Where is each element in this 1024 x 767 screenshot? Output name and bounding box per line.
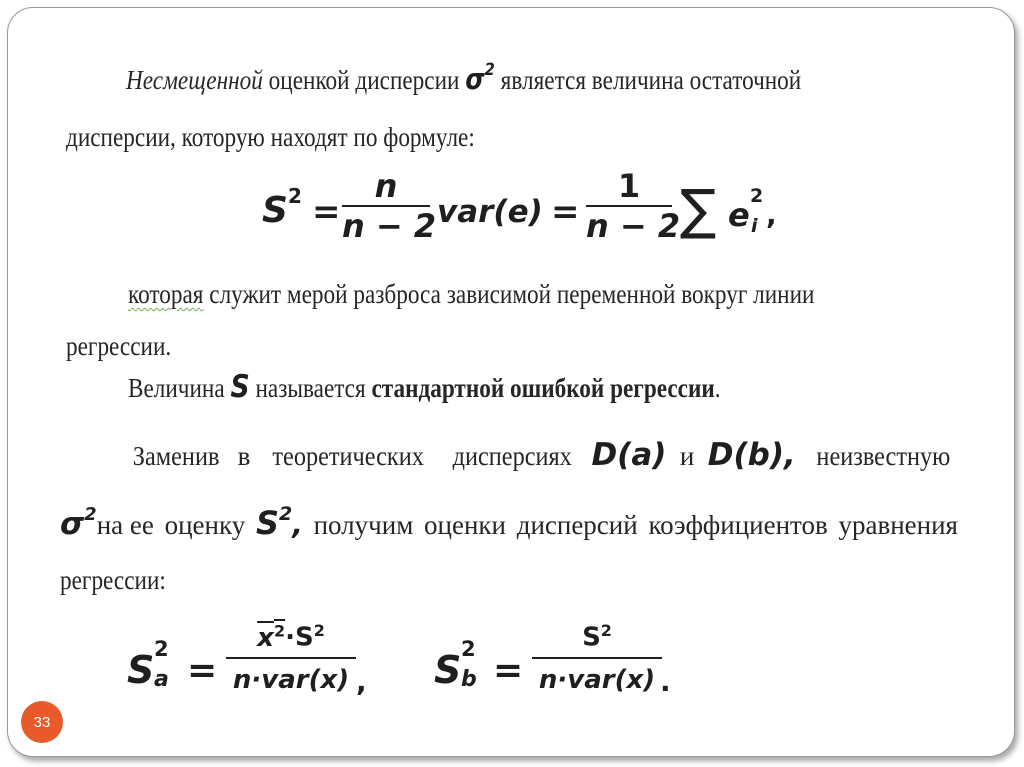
Sb-frac xyxy=(532,621,662,695)
formula1-lhs xyxy=(262,184,302,231)
sigma-symbol: σ xyxy=(465,62,485,96)
formula1-frac1 xyxy=(342,167,437,245)
sigma-exponent: 2 xyxy=(84,504,97,525)
word: получим xyxy=(313,510,414,540)
Sa-exp: 2 xyxy=(154,637,169,661)
frac1-denominator: n − 2 xyxy=(342,207,437,245)
Sa-numerator xyxy=(226,621,356,653)
Sa-bar xyxy=(226,657,356,659)
text-line-5 xyxy=(128,371,721,404)
dot: · xyxy=(285,622,295,653)
S-symbol: S xyxy=(230,369,250,405)
text-fragment: . xyxy=(714,373,721,403)
D-of-b: D(b), xyxy=(707,437,796,473)
sum-symbol: ∑ xyxy=(680,178,717,241)
word: дисперсиях xyxy=(452,441,572,471)
Sa-eq: = xyxy=(187,650,218,691)
text-line-7 xyxy=(60,504,958,542)
formula1-comma: , xyxy=(766,198,777,231)
sigma-exponent: 2 xyxy=(484,60,495,80)
formula1-eq2: = xyxy=(551,192,580,232)
text-line-2: дисперсии, которую находят по формуле: xyxy=(66,122,475,152)
Sb-denominator: n·var(x) xyxy=(538,664,656,695)
frac1-numerator: n xyxy=(374,167,398,205)
S-squared xyxy=(256,504,303,542)
Sa-lhs: S xyxy=(127,648,155,692)
page-number-badge xyxy=(21,701,63,743)
Sa-denominator: n·var(x) xyxy=(232,664,350,695)
text-line-6 xyxy=(128,437,958,473)
formula1-eq1: = xyxy=(312,192,341,232)
Sb-sub: b xyxy=(461,667,477,692)
sum-term-sub: i xyxy=(751,215,758,237)
word: коэффициентов xyxy=(648,510,828,540)
word: неизвестную xyxy=(816,441,951,471)
word: уравнения xyxy=(838,510,958,540)
S-exp: 2 xyxy=(600,621,612,640)
text-line-4: регрессии. xyxy=(66,331,172,361)
Sb-exp: 2 xyxy=(461,637,476,661)
italic-term: Несмещенной xyxy=(126,65,263,95)
frac2-denominator: n − 2 xyxy=(586,207,681,245)
text-fragment: Величина xyxy=(128,373,231,403)
word: и xyxy=(679,441,695,471)
sigma-squared xyxy=(60,506,154,542)
Sb-dot: . xyxy=(660,665,671,698)
Sa-comma: , xyxy=(356,665,367,698)
D-of-a: D(a) xyxy=(591,437,667,473)
lhs-S: S xyxy=(262,190,288,231)
formula1-frac2 xyxy=(586,167,681,245)
Sb-bar xyxy=(532,657,662,659)
Sa-frac xyxy=(226,621,356,695)
S-exp: 2 xyxy=(313,621,325,640)
text-fragment: называется xyxy=(249,373,372,403)
Sb-eq: = xyxy=(493,650,524,691)
text-line-1 xyxy=(126,58,801,96)
Sb-numerator xyxy=(532,621,662,653)
page-number: 33 xyxy=(33,713,51,731)
word: Заменив xyxy=(132,441,220,471)
word: на ее xyxy=(96,510,154,540)
word: дисперсий xyxy=(516,510,638,540)
S-exponent: 2 xyxy=(278,503,293,525)
word: теоретических xyxy=(272,441,424,471)
Sb-lhs: S xyxy=(434,648,462,692)
text-line-3 xyxy=(128,278,814,310)
Sa-sub: a xyxy=(154,667,169,692)
text-fragment: является величина остаточной xyxy=(494,65,802,95)
underlined-word: которая xyxy=(128,279,204,309)
sum-term-exp: 2 xyxy=(750,185,764,207)
bold-term: стандартной ошибкой регрессии xyxy=(371,373,715,403)
S-symbol: S xyxy=(582,622,601,653)
sigma-symbol: σ xyxy=(60,506,85,542)
sum-term: e xyxy=(728,196,750,234)
word: оценку xyxy=(164,510,246,540)
comma: , xyxy=(292,508,303,541)
formula1-var: var(e) xyxy=(437,194,543,230)
word: в xyxy=(237,441,251,471)
S-symbol: S xyxy=(255,504,279,542)
x-bar xyxy=(257,623,285,653)
x-exp: 2 xyxy=(273,621,286,640)
frac2-numerator: 1 xyxy=(617,167,641,205)
text-line-8: регрессии: xyxy=(60,565,166,595)
text-fragment: оценкой дисперсии xyxy=(262,65,466,95)
lhs-exp: 2 xyxy=(287,184,302,208)
S-symbol: S xyxy=(294,622,314,653)
word: оценки xyxy=(424,510,506,540)
x-symbol: x xyxy=(257,622,274,653)
text-fragment: служит мерой разброса зависимой переменной вокруг линии xyxy=(203,279,815,309)
